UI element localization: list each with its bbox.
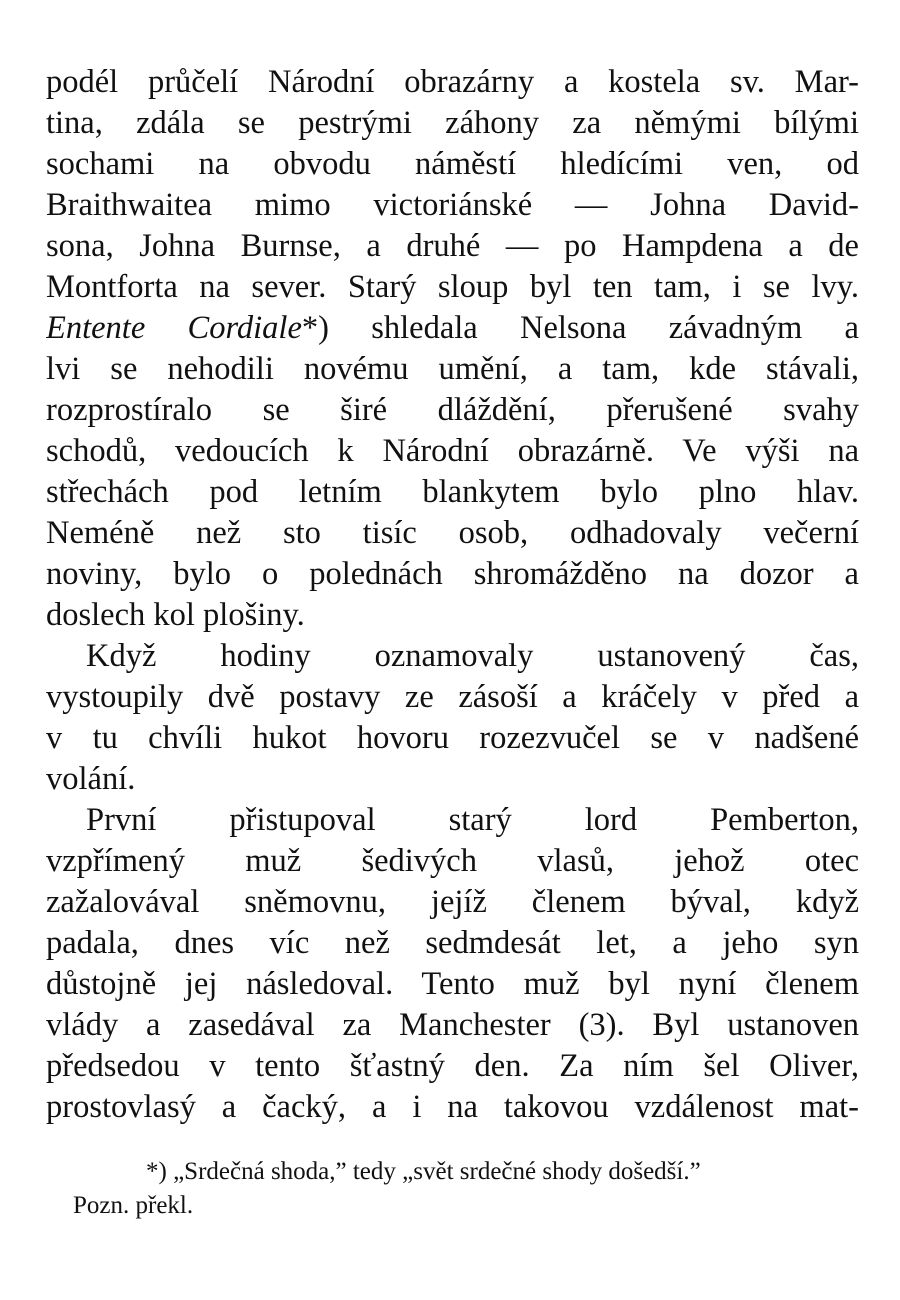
text-line: schodů, vedoucích k Národní obrazárně. Ve výši na [46,433,859,469]
text-line: sochami na obvodu náměstí hledícími ven, od [46,146,859,182]
text-line: lvi se nehodili novému umění, a tam, kde stávali, [46,351,859,387]
text-line: noviny, bylo o polednách shromážděno na dozor a [46,556,859,592]
text-line-rest: *) shledala Nelsona závadným a [301,310,859,346]
text-line: Když hodiny oznamovaly ustanovený čas, [86,638,859,674]
text-line: Braithwaitea mimo victoriánské — Johna David- [46,187,859,223]
paragraph-1 [46,62,859,636]
text-line: tina, zdála se pestrými záhony za němými bílými [46,105,859,141]
text-line: vystoupily dvě postavy ze zásoší a kráčely v před a [46,679,859,715]
text-line: sona, Johna Burnse, a druhé — po Hampdena a de [46,228,859,264]
text-line: rozprostíralo se širé dláždění, přerušené svahy [46,392,859,428]
book-page [46,62,859,1219]
italic-phrase: Entente Cordiale [46,310,302,346]
text-line: zažalovával sněmovnu, jejíž členem býval, když [46,884,859,920]
footnote-text: *) „Srdečná shoda,” tedy „svět srdečné shody došedší.” [146,1158,701,1185]
footnote [46,1155,859,1223]
text-line: podél průčelí Národní obrazárny a kostela sv. Mar- [46,64,859,100]
text-line: První přistupoval starý lord Pemberton, [86,802,859,838]
text-line: doslech kol plošiny. [46,597,305,633]
text-line-entente [46,308,859,349]
text-line: střechách pod letním blankytem bylo plno hlav. [46,474,859,510]
main-text [46,62,859,1128]
paragraph-3 [46,800,859,1128]
text-line: vlády a zasedával za Manchester (3). Byl ustanoven [46,1007,859,1043]
text-line: volání. [46,761,136,797]
paragraph-2 [46,636,859,800]
footnote-translator-note: Pozn. překl. [73,1192,194,1219]
text-line: Neméně než sto tisíc osob, odhadovaly večerní [46,515,859,551]
text-line: Montforta na sever. Starý sloup byl ten tam, i se lvy. [46,269,859,305]
text-line: důstojně jej následoval. Tento muž byl nyní členem [46,966,859,1002]
text-line: prostovlasý a čacký, a i na takovou vzdálenost mat- [46,1089,859,1125]
text-line: předsedou v tento šťastný den. Za ním šel Oliver, [46,1048,859,1084]
text-line: padala, dnes víc než sedmdesát let, a jeho syn [46,925,859,961]
text-line: vzpřímený muž šedivých vlasů, jehož otec [46,843,859,879]
text-line: v tu chvíli hukot hovoru rozezvučel se v nadšené [46,720,859,756]
